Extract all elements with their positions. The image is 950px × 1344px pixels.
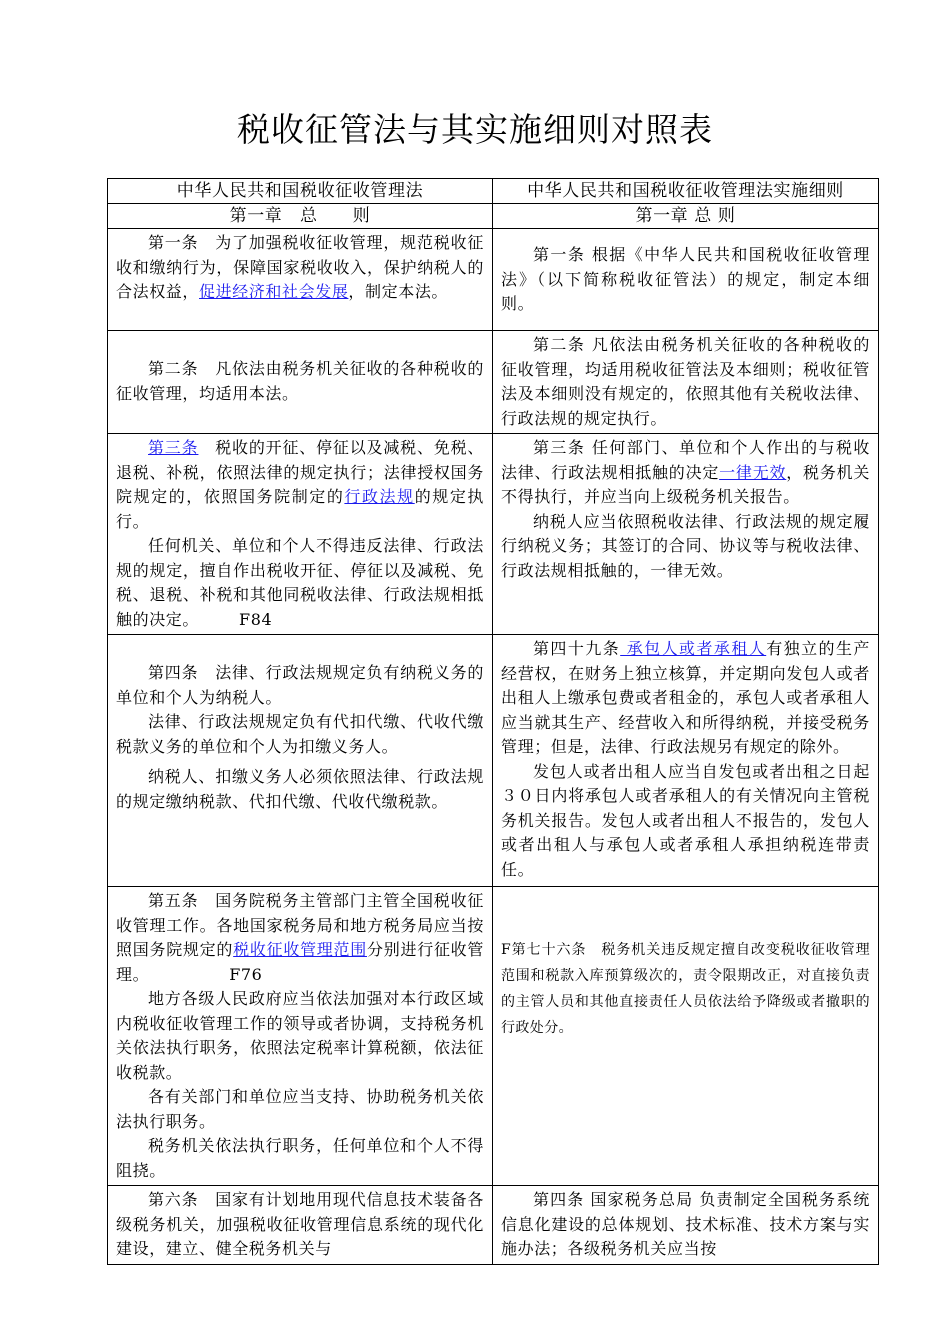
article-text: 纳税人、扣缴义务人必须依照法律、行政法规的规定缴纳税款、代扣代缴、代收代缴税款。 xyxy=(116,767,484,811)
article-5-tail: 分别进行征收管理。 xyxy=(116,940,485,984)
rule-49-text: 有独立的生产经营权，在财务上独立核算，并定期向发包人或者出租人上缴承包费或者租金的，承包人或者承租人应当就其生产、经营收入和所得纳税，并接受税务管理；但是，法律、行政法规另有规定的除外。 xyxy=(501,639,870,756)
rules-cell xyxy=(493,434,879,635)
article-text xyxy=(116,436,484,534)
article-text xyxy=(116,231,484,305)
article-text: 第四条 法律、行政法规规定负有纳税义务的单位和个人为纳税人。 xyxy=(116,663,484,707)
rules-cell xyxy=(493,331,879,434)
table-row xyxy=(108,331,879,434)
rules-cell xyxy=(493,887,879,1186)
article-text: 第四条 国家税务总局 负责制定全国税务系统信息化建设的总体规划、技术标准、技术方案与实施办法；各级税务机关应当按 xyxy=(501,1190,870,1258)
law-cell xyxy=(108,331,493,434)
table-row xyxy=(108,434,879,635)
law-cell xyxy=(108,1186,493,1265)
article-link[interactable]: 第三条 xyxy=(148,438,199,457)
article-link[interactable]: 税收征收管理范围 xyxy=(233,940,368,959)
rule-3-tail: ，税务机关不得执行，并应当向上级税务机关报告。 xyxy=(501,462,870,506)
article-text: 法律、行政法规规定负有代扣代缴、代收代缴税款义务的单位和个人为扣缴义务人。 xyxy=(116,712,484,756)
article-3-text: 税收的开征、停征以及减税、免税、退税、补税，依照法律的规定执行；法律授权国务院规定的，依照国务院制定的 xyxy=(116,438,484,506)
rules-cell xyxy=(493,1186,879,1265)
article-link[interactable]: 一律无效 xyxy=(719,462,787,482)
article-text: 第一条 根据《中华人民共和国税收征收管理法》（以下简称税收征管法）的规定，制定本细则。 xyxy=(501,245,870,313)
article-text: 第六条 国家有计划地用现代信息技术装备各级税务机关，加强税收征收管理信息系统的现代化建设，建立、健全税务机关与 xyxy=(116,1190,484,1258)
chapter-heading-law: 第一章 总 则 xyxy=(108,204,493,229)
law-cell xyxy=(108,635,493,887)
article-text: 各有关部门和单位应当支持、协助税务机关依法执行职务。 xyxy=(116,1087,484,1131)
cross-reference: F76 xyxy=(229,964,263,984)
article-text: 发包人或者出租人应当自发包或者出租之日起３０日内将承包人或者承租人的有关情况向主管税务机关报告。发包人或者出租人不报告的，发包人或者出租人与承包人或者承租人承担纳税连带责任。 xyxy=(501,761,870,879)
article-text xyxy=(501,637,870,760)
law-cell xyxy=(108,229,493,331)
article-link[interactable]: 促进经济和社会发展 xyxy=(199,282,349,301)
table-row xyxy=(108,887,879,1186)
table-row xyxy=(108,1186,879,1265)
article-text: 第二条 凡依法由税务机关征收的各种税收的征收管理，均适用税收征管法及本细则；税收征管法及本细则没有规定的，依照其他有关税收法律、行政法规的规定执行。 xyxy=(501,335,870,428)
cross-reference: F84 xyxy=(239,609,273,629)
article-text: 地方各级人民政府应当依法加强对本行政区域内税收征收管理工作的领导或者协调，支持税务机关依法执行职务，依照法定税率计算税额，依法征收税款。 xyxy=(116,989,484,1082)
article-3-para-2: 任何机关、单位和个人不得违反法律、行政法规的规定，擅自作出税收开征、停征以及减税、免税、退税、补税和其他同税收法律、行政法规相抵触的决定。 xyxy=(116,536,484,629)
chapter-heading-rules: 第一章 总 则 xyxy=(493,204,879,229)
article-5-text: 第五条 国务院税务主管部门主管全国税收征收管理工作。各地国家税务局和地方税务局应当按照国务院规定的 xyxy=(116,891,484,959)
article-text xyxy=(501,436,870,510)
article-text xyxy=(116,889,484,987)
column-header-law: 中华人民共和国税收征收管理法 xyxy=(108,179,493,204)
article-link[interactable]: 承包人或者承租人 xyxy=(620,639,767,658)
article-text: F第七十六条 税务机关违反规定擅自改变税收征收管理范围和税款入库预算级次的，责令限期改正，对直接负责的主管人员和其他直接责任人员依法给予降级或者撤职的行政处分。 xyxy=(501,942,870,1036)
rule-49-label: 第四十九条 xyxy=(533,639,621,658)
law-cell xyxy=(108,887,493,1186)
article-text: 第二条 凡依法由税务机关征收的各种税收的征收管理，均适用本法。 xyxy=(116,359,484,403)
rules-cell xyxy=(493,229,879,331)
article-1-text: 第一条 为了加强税收征收管理，规范税收征收和缴纳行为，保障国家税收收入，保护纳税人的合法权益， xyxy=(116,233,484,301)
page-title: 税收征管法与其实施细则对照表 xyxy=(237,110,713,149)
table-row xyxy=(108,229,879,331)
table-header-row xyxy=(108,179,879,204)
article-text: 税务机关依法执行职务，任何单位和个人不得阻挠。 xyxy=(116,1136,484,1180)
rules-cell xyxy=(493,635,879,887)
article-3-tail: 的规定执行。 xyxy=(116,487,484,531)
law-cell xyxy=(108,434,493,635)
table-row xyxy=(108,635,879,887)
chapter-row xyxy=(108,204,879,229)
rule-3-text: 第三条 任何部门、单位和个人作出的与税收法律、行政法规相抵触的决定 xyxy=(501,438,870,482)
column-header-rules: 中华人民共和国税收征收管理法实施细则 xyxy=(493,179,879,204)
article-1-tail: ，制定本法。 xyxy=(348,282,449,301)
comparison-table xyxy=(107,178,879,1265)
article-text: 纳税人应当依照税收法律、行政法规的规定履行纳税义务；其签订的合同、协议等与税收法律、行政法规相抵触的，一律无效。 xyxy=(501,511,870,580)
article-text xyxy=(116,534,484,632)
article-link[interactable]: 行政法规 xyxy=(344,487,415,506)
